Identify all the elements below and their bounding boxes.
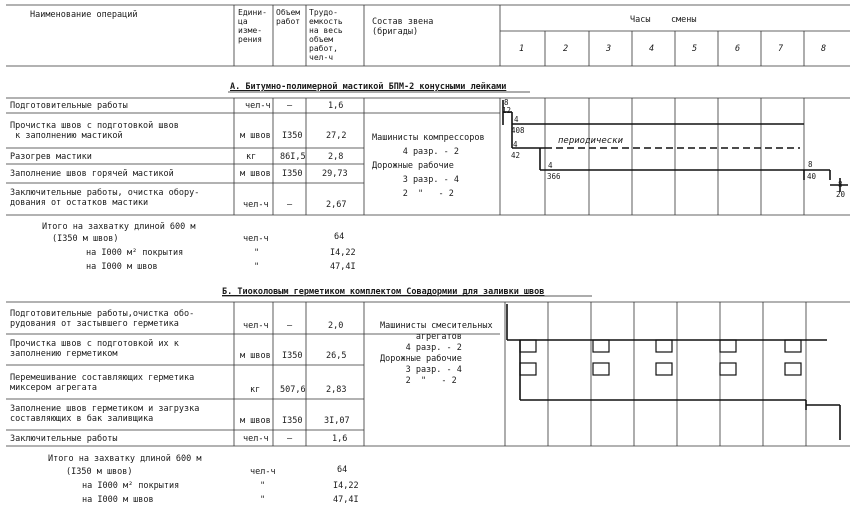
gantt-a-label-366: 366 — [547, 172, 561, 181]
a-total-2-label: (I350 м швов) — [52, 234, 119, 244]
a-total-4-unit: " — [254, 262, 260, 272]
gantt-a-label-4b: 4 — [513, 140, 518, 149]
header-labor: Трудо- емкость на весь объем работ, чел-ч — [309, 8, 343, 62]
b-row-5-volume: – — [287, 434, 293, 444]
a-total-2-value: 64 — [334, 232, 345, 242]
a-row-3-unit: кг — [246, 152, 257, 162]
section-b-title: Б. Тиоколовым герметиком комплектом Совадормии для заливки швов — [222, 287, 545, 297]
a-total-4-value: 47,4I — [330, 262, 356, 272]
a-row-5-unit: чел-ч — [243, 200, 269, 210]
a-total-2-unit: чел-ч — [243, 234, 269, 244]
a-row-1-unit: чел-ч — [245, 101, 271, 111]
a-row-5-name: Заключительные работы, очистка обору- дования от остатков мастики — [10, 188, 200, 208]
b-total-3-unit: " — [260, 481, 266, 491]
a-row-4-labor: 29,73 — [322, 169, 348, 179]
gantt-a-label-42: 42 — [511, 151, 521, 160]
header-unit: Едини- ца изме- рения — [238, 8, 267, 44]
b-row-2-volume: I350 — [282, 351, 303, 361]
a-row-4-volume: I350 — [282, 169, 303, 179]
b-total-3-label: на I000 м² покрытия — [82, 481, 180, 491]
b-row-2-labor: 26,5 — [326, 351, 347, 361]
gantt-a-label-12: 12 — [502, 106, 512, 115]
a-row-1-volume: – — [287, 101, 293, 111]
a-total-3-unit: " — [254, 248, 260, 258]
a-row-2-labor: 27,2 — [326, 131, 347, 141]
b-row-3-unit: кг — [250, 385, 261, 395]
b-row-5-unit: чел-ч — [243, 434, 269, 444]
a-row-5-volume: – — [287, 200, 293, 210]
hour-1: 1 — [519, 44, 525, 54]
a-crew: Машинисты компрессоров 4 разр. - 2 Дорожные рабочие 3 разр. - 4 2 " - 2 — [372, 133, 485, 199]
a-row-3-name: Разогрев мастики — [10, 152, 92, 162]
gantt-a-label-408: 408 — [511, 126, 525, 135]
b-row-1-volume: – — [287, 321, 293, 331]
a-row-2-volume: I350 — [282, 131, 303, 141]
b-row-3-name: Перемешивание составляющих герметика миксером агрегата — [10, 373, 195, 393]
gantt-a-label-8b: 8 — [808, 160, 813, 169]
b-row-4-volume: I350 — [282, 416, 303, 426]
hour-6: 6 — [735, 44, 741, 54]
b-row-1-unit: чел-ч — [243, 321, 269, 331]
section-a-title: А. Битумно-полимерной мастикой БПМ-2 конусными лейками — [230, 82, 507, 92]
b-total-1-label: Итого на захватку длиной 600 м — [48, 454, 202, 464]
gantt-a-label-8: 8 — [504, 98, 509, 107]
header-hours-title: Часы смены — [630, 15, 697, 25]
a-row-3-volume: 86I,5 — [280, 152, 306, 162]
b-total-2-value: 64 — [337, 465, 348, 475]
b-row-4-labor: 3I,07 — [324, 416, 350, 426]
a-row-1-labor: 1,6 — [328, 101, 344, 111]
hour-8: 8 — [821, 44, 827, 54]
a-total-3-label: на I000 м² покрытия — [86, 248, 184, 258]
b-row-2-unit: м швов — [240, 351, 271, 361]
header-crew: Состав звена (бригады) — [372, 17, 434, 37]
gantt-b-bars — [507, 304, 840, 440]
a-row-2-name: Прочистка швов с подготовкой швов к заполнению мастикой — [10, 121, 179, 141]
b-total-3-value: I4,22 — [333, 481, 359, 491]
b-row-1-labor: 2,0 — [328, 321, 344, 331]
b-row-4-name: Заполнение швов герметиком и загрузка составляющих в бак заливщика — [10, 404, 200, 424]
b-total-2-unit: чел-ч — [250, 467, 276, 477]
b-total-4-label: на I000 м швов — [82, 495, 154, 505]
hour-4: 4 — [649, 44, 655, 54]
b-total-4-value: 47,4I — [333, 495, 359, 505]
gantt-a-label-4c: 4 — [548, 161, 553, 170]
gantt-a-label-8c: 8 — [838, 180, 843, 189]
hour-7: 7 — [778, 44, 784, 54]
a-row-2-unit: м швов — [240, 131, 271, 141]
gantt-a-label-20: 20 — [836, 190, 846, 199]
b-row-4-unit: м швов — [240, 416, 271, 426]
hour-3: 3 — [606, 44, 612, 54]
b-row-5-labor: 1,6 — [332, 434, 348, 444]
b-crew: Машинисты смесительных агрегатов 4 разр. - 2 Дорожные рабочие 3 разр. - 4 2 " - 2 — [380, 321, 493, 386]
gantt-a-label-40: 40 — [807, 172, 817, 181]
gantt-a-label-4a: 4 — [514, 115, 519, 124]
b-row-5-name: Заключительные работы — [10, 434, 118, 444]
a-row-1-name: Подготовительные работы — [10, 101, 128, 111]
b-row-3-labor: 2,83 — [326, 385, 347, 395]
header-volume: Объем работ — [276, 8, 301, 26]
gantt-a-periodic: периодически — [558, 136, 624, 146]
b-total-4-unit: " — [260, 495, 266, 505]
b-row-1-name: Подготовительные работы,очистка обо- рудования от застывшего герметика — [10, 309, 195, 329]
a-row-4-unit: м швов — [240, 169, 271, 179]
b-row-2-name: Прочистка швов с подготовкой их к заполнению герметиком — [10, 339, 179, 359]
gantt-b-mix-steps — [520, 340, 801, 375]
header-op-name: Наименование операций — [30, 10, 138, 20]
a-row-5-labor: 2,67 — [326, 200, 347, 210]
a-total-4-label: на I000 м швов — [86, 262, 158, 272]
b-total-2-label: (I350 м швов) — [66, 467, 133, 477]
hour-5: 5 — [692, 44, 698, 54]
a-total-1-label: Итого на захватку длиной 600 м — [42, 222, 196, 232]
a-total-3-value: I4,22 — [330, 248, 356, 258]
a-row-3-labor: 2,8 — [328, 152, 344, 162]
b-row-3-volume: 507,6 — [280, 385, 306, 395]
a-row-4-name: Заполнение швов горячей мастикой — [10, 169, 174, 179]
hour-2: 2 — [563, 44, 569, 54]
